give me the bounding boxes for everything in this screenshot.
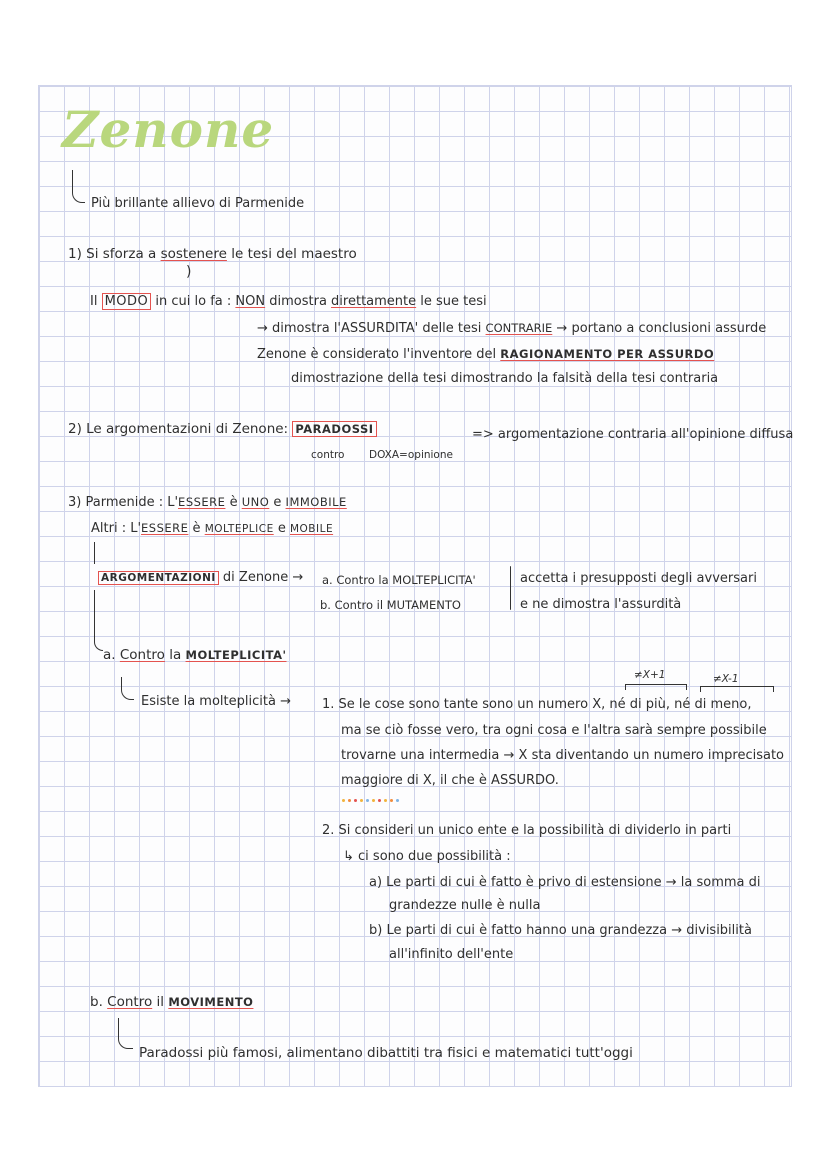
s3-line2-molteplice: MOLTEPLICE bbox=[204, 523, 274, 535]
s3-p1-l1: 1. Se le cose sono tante sono un numero X, né di più, né di meno, bbox=[322, 697, 752, 712]
s3-arg-brace bbox=[510, 566, 511, 610]
decorative-dots bbox=[342, 799, 399, 802]
s3-connector bbox=[94, 542, 95, 564]
s3-line2-mid: è bbox=[188, 521, 205, 536]
s3-a-prefix: a. bbox=[103, 647, 120, 663]
s3-line2-mobile: MOBILE bbox=[289, 523, 334, 535]
s1-heading-suffix: le tesi del maestro bbox=[226, 246, 357, 262]
page-title: Zenone bbox=[62, 100, 275, 159]
s1-line3-prefix: Zenone è considerato l'inventore del bbox=[257, 347, 501, 362]
decorative-dot bbox=[342, 799, 345, 802]
s1-line4: dimostrazione della tesi dimostrando la falsità della tesi contraria bbox=[291, 371, 719, 386]
decorative-dot bbox=[348, 799, 351, 802]
intro-hook bbox=[72, 170, 85, 203]
s3-annotation-2: ≠X-1 bbox=[713, 673, 739, 685]
s1-modo-prefix: Il bbox=[90, 294, 102, 309]
s3-line1-uno: UNO bbox=[241, 495, 270, 509]
s1-heading bbox=[68, 246, 357, 262]
s3-a-heading bbox=[103, 647, 287, 663]
s3-line1-e: e bbox=[269, 495, 286, 510]
s3-line1 bbox=[68, 494, 347, 511]
decorative-dot bbox=[378, 799, 381, 802]
s1-line2 bbox=[257, 320, 766, 337]
s3-line2-e: e bbox=[273, 521, 290, 536]
s3-p2-l2: ↳ ci sono due possibilità : bbox=[343, 849, 511, 864]
s1-modo-suffix: le sue tesi bbox=[416, 294, 487, 309]
decorative-dot bbox=[372, 799, 375, 802]
s3-p2-l1: 2. Si consideri un unico ente e la possibilità di dividerlo in parti bbox=[322, 823, 732, 838]
s1-line3-ragionamento: RAGIONAMENTO PER ASSURDO bbox=[500, 347, 715, 361]
s3-p1-l2: ma se ciò fosse vero, tra ogni cosa e l'altra sarà sempre possibile bbox=[341, 723, 767, 738]
s1-line3 bbox=[257, 346, 714, 363]
s3-line2-prefix: Altri : L' bbox=[91, 521, 142, 536]
s3-a-hook bbox=[94, 590, 103, 651]
decorative-dot bbox=[384, 799, 387, 802]
s3-a-mid: la bbox=[164, 647, 186, 663]
s2-heading bbox=[68, 421, 377, 437]
s3-line1-mid: è bbox=[225, 495, 242, 510]
s3-p2-a2: grandezze nulle è nulla bbox=[389, 898, 541, 913]
s1-heading-underline: sostenere bbox=[160, 246, 227, 262]
s3-b-body: Paradossi più famosi, alimentano dibattiti tra fisici e matematici tutt'oggi bbox=[139, 1045, 633, 1061]
s3-annotation-1: ≠X+1 bbox=[634, 669, 666, 681]
s1-modo-direttamente: direttamente bbox=[331, 294, 417, 309]
s3-a-contro: Contro bbox=[119, 647, 165, 663]
s1-small-arrow: ) bbox=[186, 264, 192, 280]
s3-annotation-bracket-1 bbox=[625, 684, 687, 690]
s2-sub-doxa: DOXA=opinione bbox=[369, 449, 453, 461]
s3-p2-b1: b) Le parti di cui è fatto hanno una grandezza → divisibilità bbox=[369, 923, 752, 938]
s3-b-hook bbox=[118, 1018, 133, 1049]
s3-line1-prefix: 3) Parmenide : L' bbox=[68, 495, 179, 510]
decorative-dot bbox=[390, 799, 393, 802]
s3-p2-a1: a) Le parti di cui è fatto è privo di estensione → la somma di bbox=[369, 875, 761, 890]
s2-sub-contro: contro bbox=[311, 449, 345, 461]
s3-arg-r2: e ne dimostra l'assurdità bbox=[520, 597, 682, 612]
s3-line1-immobile: IMMOBILE bbox=[285, 495, 347, 509]
s3-argomentazioni-line bbox=[98, 570, 303, 586]
s3-exists-hook bbox=[121, 677, 134, 700]
s3-line1-essere: ESSERE bbox=[178, 495, 226, 509]
s3-p1-l3: trovarne una intermedia → X sta diventando un numero imprecisato bbox=[341, 748, 785, 763]
s3-line2 bbox=[91, 520, 333, 537]
s3-exists: Esiste la molteplicità → bbox=[141, 694, 291, 709]
s1-line2-prefix: → dimostra l'ASSURDITA' delle tesi bbox=[257, 321, 486, 336]
s2-heading-text: 2) Le argomentazioni di Zenone: bbox=[68, 421, 293, 437]
s3-annotation-bracket-2 bbox=[700, 686, 774, 692]
s1-line2-contrarie: CONTRARIE bbox=[485, 321, 553, 335]
s3-arg-a: a. Contro la MOLTEPLICITA' bbox=[322, 573, 476, 587]
s3-p2-b2: all'infinito dell'ente bbox=[389, 947, 514, 962]
s3-b-mid: il bbox=[152, 994, 169, 1010]
s1-modo-box: MODO bbox=[102, 293, 152, 310]
s1-line2-suffix: → portano a conclusioni assurde bbox=[552, 321, 767, 336]
s3-p1-l4: maggiore di X, il che è ASSURDO. bbox=[341, 773, 559, 788]
decorative-dot bbox=[360, 799, 363, 802]
s1-heading-prefix: 1) Si sforza a bbox=[68, 246, 161, 262]
s3-argomentazioni-suffix: di Zenone → bbox=[218, 570, 304, 585]
s1-modo-non: NON bbox=[235, 294, 266, 309]
s2-paradossi-box: PARADOSSI bbox=[292, 421, 376, 437]
s1-modo-mid: in cui lo fa : bbox=[151, 294, 236, 309]
s3-b-contro: Contro bbox=[107, 994, 153, 1010]
s3-arg-r1: accetta i presupposti degli avversari bbox=[520, 571, 757, 586]
decorative-dot bbox=[396, 799, 399, 802]
s1-modo-mid2: dimostra bbox=[265, 294, 332, 309]
s3-b-movimento: MOVIMENTO bbox=[168, 995, 254, 1009]
s1-modo-line bbox=[90, 294, 487, 310]
s3-a-molteplicita: MOLTEPLICITA' bbox=[185, 648, 287, 662]
s2-right-text: => argomentazione contraria all'opinione diffusa bbox=[472, 427, 794, 442]
s3-b-heading bbox=[90, 994, 253, 1010]
decorative-dot bbox=[354, 799, 357, 802]
intro-text: Più brillante allievo di Parmenide bbox=[91, 196, 305, 211]
s3-line2-essere: ESSERE bbox=[141, 521, 189, 535]
s3-arg-b: b. Contro il MUTAMENTO bbox=[320, 598, 461, 612]
s3-b-prefix: b. bbox=[90, 994, 108, 1010]
decorative-dot bbox=[366, 799, 369, 802]
s3-argomentazioni-box: ARGOMENTAZIONI bbox=[98, 571, 219, 585]
